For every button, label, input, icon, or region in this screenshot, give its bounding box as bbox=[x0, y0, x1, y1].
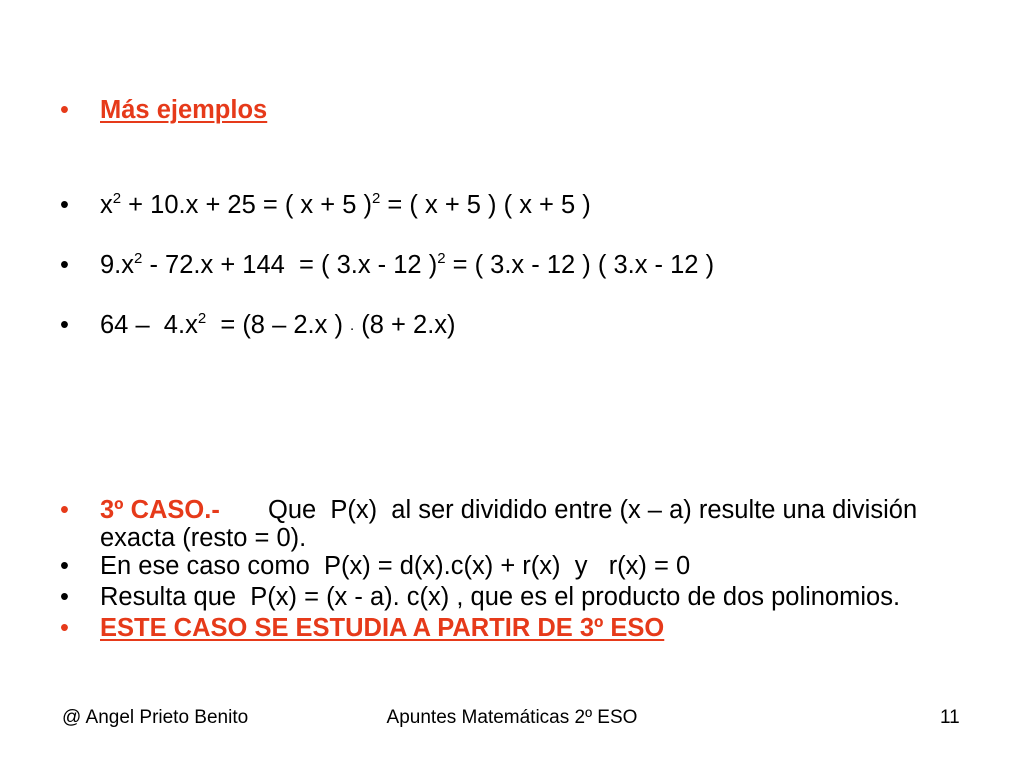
equation-text: 9.x bbox=[100, 251, 135, 279]
note-text: ESTE CASO SE ESTUDIA A PARTIR DE 3º ESO bbox=[100, 614, 665, 642]
exponent: 2 bbox=[134, 250, 143, 267]
bullet-icon: • bbox=[60, 614, 69, 642]
footer-title: Apuntes Matemáticas 2º ESO bbox=[386, 707, 638, 728]
equation-text: = ( 3.x - 12 ) ( 3.x - 12 ) bbox=[445, 251, 715, 279]
bullet-row-equation-1 bbox=[0, 190, 1024, 220]
point-text: Resulta que P(x) = (x - a). c(x) , que es el producto de dos polinomios. bbox=[100, 583, 901, 611]
bullet-icon: • bbox=[60, 311, 69, 339]
equation-2 bbox=[100, 250, 714, 280]
footer-author: @ Angel Prieto Benito bbox=[62, 707, 249, 728]
equation-3 bbox=[100, 310, 456, 340]
equation-text: + 10.x + 25 = ( x + 5 ) bbox=[121, 191, 372, 219]
bullet-row-equation-3 bbox=[0, 310, 1024, 340]
exponent: 2 bbox=[437, 250, 446, 267]
section-heading: Más ejemplos bbox=[100, 96, 268, 124]
equation-text: x bbox=[100, 191, 113, 219]
bullet-icon: • bbox=[60, 583, 69, 611]
exponent: 2 bbox=[372, 190, 381, 207]
bullet-icon: • bbox=[60, 96, 69, 124]
case-3-text bbox=[100, 496, 917, 552]
bullet-row-heading bbox=[0, 95, 1024, 125]
equation-1 bbox=[100, 190, 591, 220]
multiplication-dot: . bbox=[350, 317, 355, 334]
bullet-icon: • bbox=[60, 496, 69, 524]
equation-text: 64 – 4.x bbox=[100, 311, 198, 339]
case-3-line-2: exacta (resto = 0). bbox=[100, 524, 307, 552]
equation-text: = ( x + 5 ) ( x + 5 ) bbox=[380, 191, 591, 219]
bullet-row-note bbox=[0, 613, 1024, 643]
bullet-icon: • bbox=[60, 251, 69, 279]
page-number: 11 bbox=[940, 707, 960, 728]
case-3-label: 3º CASO.- bbox=[100, 496, 220, 524]
exponent: 2 bbox=[197, 310, 207, 327]
bullet-icon: • bbox=[60, 552, 69, 580]
bullet-row-equation-2 bbox=[0, 250, 1024, 280]
point-text: En ese caso como P(x) = d(x).c(x) + r(x) y r(x) = 0 bbox=[100, 552, 691, 580]
equation-text: - 72.x + 144 = ( 3.x - 12 ) bbox=[142, 251, 438, 279]
bullet-row-case-3 bbox=[0, 496, 1024, 552]
equation-text: (8 + 2.x) bbox=[354, 311, 456, 339]
equation-text: = (8 – 2.x ) bbox=[206, 311, 351, 339]
case-3-line-1: Que P(x) al ser dividido entre (x – a) resulte una división bbox=[268, 496, 918, 524]
bullet-row-point-2 bbox=[0, 582, 1024, 612]
exponent: 2 bbox=[112, 190, 122, 207]
bullet-icon: • bbox=[60, 191, 69, 219]
bullet-row-point-1 bbox=[0, 551, 1024, 581]
